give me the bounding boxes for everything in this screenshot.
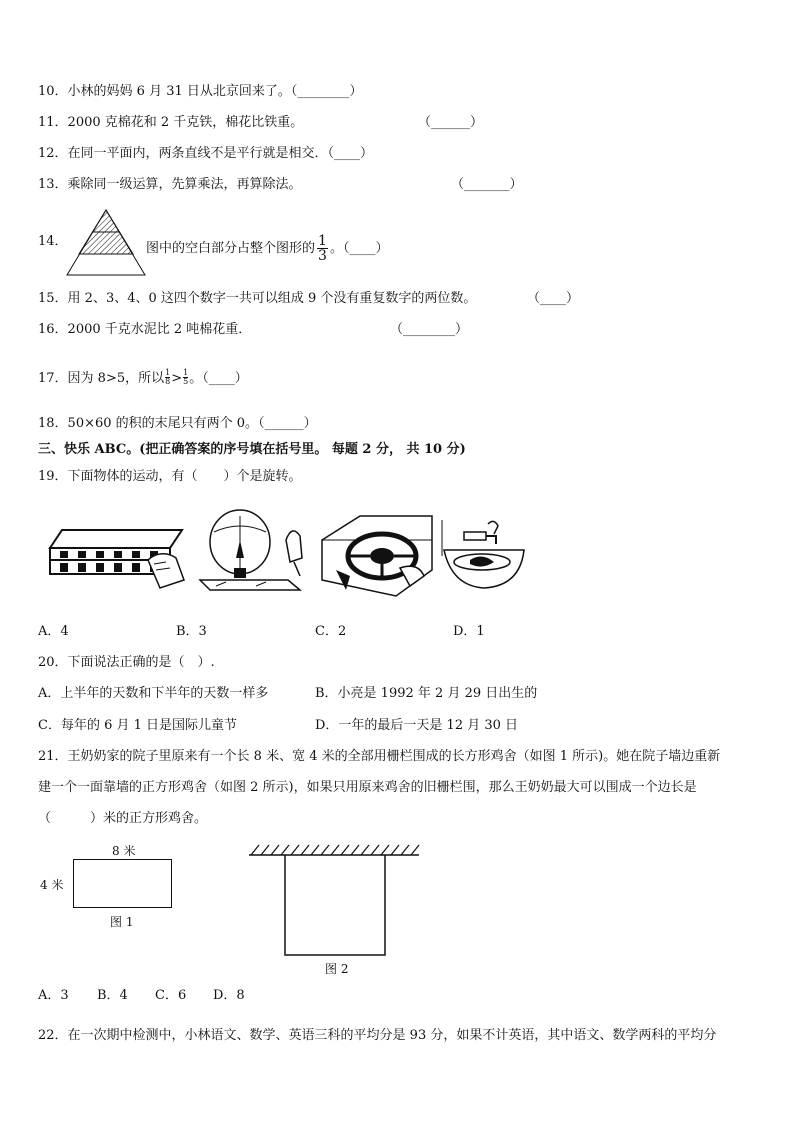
question-13 (38, 177, 302, 193)
question-15 (38, 291, 476, 307)
faucet-image (440, 516, 526, 598)
globe-image (196, 506, 322, 598)
question-12 (38, 146, 373, 162)
fraction-one-third: $\frac{1}{3}$ (318, 233, 327, 264)
question-21-line-1: 21．王奶奶家的院子里原来有一个长 8 米、宽 4 米的全部用栅栏围成的长方形鸡舍（如图 1 所示)。她在院子墙边重新 (38, 749, 721, 764)
figure-2-square-against-wall (247, 843, 421, 959)
figure-1-width-label: 4 米 (40, 878, 64, 892)
answer-blank[interactable]: （____） (342, 241, 389, 256)
question-text: 图中的空白部分占整个图形的 (146, 241, 316, 256)
abacus-image (44, 508, 186, 598)
question-text: 13．乘除同一级运算，先算乘法，再算除法。 (38, 177, 302, 192)
answer-blank[interactable]: （________） (390, 322, 469, 337)
answer-blank[interactable]: （____） (527, 291, 580, 306)
question-17: 17．因为 8>5，所以 $\frac{1}{8}$ > $\frac{1}{5}$ 。（____） (38, 368, 248, 386)
option-b[interactable]: B．4 (97, 988, 128, 1003)
question-21-line-2: 建一个一面靠墙的正方形鸡舍（如图 2 所示)，如果只用原来鸡舍的旧栅栏围，那么王奶奶最大可以围成一个边长是 (38, 780, 697, 795)
answer-blank[interactable]: （_______） (451, 177, 523, 192)
question-text: 18．50×60 的积的末尾只有两个 0。 (38, 416, 259, 431)
question-11 (38, 115, 303, 131)
question-text: 17．因为 8>5，所以 (38, 371, 165, 386)
answer-blank[interactable]: （________） (290, 84, 363, 99)
figure-2-caption: 图 2 (325, 962, 349, 976)
option-d[interactable]: D．一年的最后一天是 12 月 30 日 (315, 718, 519, 733)
question-16 (38, 322, 251, 338)
option-c[interactable]: C．6 (155, 988, 187, 1003)
question-20: 20．下面说法正确的是（ ）. (38, 655, 215, 670)
option-a[interactable]: A．4 (38, 624, 69, 639)
option-c[interactable]: C．2 (315, 624, 347, 639)
question-text: 15．用 2、3、4、0 这四个数字一共可以组成 9 个没有重复数字的两位数。 (38, 291, 477, 306)
question-18 (38, 416, 317, 432)
question-22: 22．在一次期中检测中，小林语文、数学、英语三科的平均分是 93 分，如果不计英语，其中语文、数学两科的平均分 (38, 1028, 717, 1043)
answer-blank[interactable]: （____） (327, 146, 374, 161)
fraction-one-eighth: $\frac{1}{8}$ (165, 368, 171, 386)
section-heading: 三、快乐 ABC。(把正确答案的序号填在括号里。 每题 2 分， 共 10 分) (38, 442, 466, 457)
fraction-one-fifth: $\frac{1}{5}$ (183, 368, 189, 386)
answer-blank[interactable]: （____） (202, 371, 248, 386)
question-10 (38, 84, 362, 100)
option-b[interactable]: B．3 (176, 624, 207, 639)
question-text: 16．2000 千克水泥比 2 吨棉花重． (38, 322, 252, 337)
option-d[interactable]: D．1 (453, 624, 485, 639)
option-a[interactable]: A．上半年的天数和下半年的天数一样多 (38, 686, 269, 701)
question-number: 14． (38, 234, 68, 249)
answer-blank[interactable]: （______） (418, 115, 484, 130)
option-c[interactable]: C．每年的 6 月 1 日是国际儿童节 (38, 718, 238, 733)
question-text: 10．小林的妈妈 6 月 31 日从北京回来了。 (38, 84, 291, 99)
triangle-figure (66, 208, 148, 278)
option-d[interactable]: D．8 (213, 988, 245, 1003)
steering-wheel-image (320, 510, 434, 598)
question-text: 11．2000 克棉花和 2 千克铁，棉花比铁重。 (38, 115, 304, 130)
figure-1-length-label: 8 米 (112, 844, 136, 858)
option-b[interactable]: B．小亮是 1992 年 2 月 29 日出生的 (315, 686, 538, 701)
question-text: 12．在同一平面内，两条直线不是平行就是相交． (38, 146, 328, 161)
figure-1-caption: 图 1 (110, 915, 134, 929)
answer-blank[interactable]: （______） (258, 416, 317, 431)
question-19: 19．下面物体的运动，有（ ）个是旋转。 (38, 469, 302, 484)
question-14: 图中的空白部分占整个图形的 $\frac{1}{3}$ 。（____） (146, 233, 389, 264)
figure-1-rectangle (73, 859, 172, 908)
question-21-line-3: （ ）米的正方形鸡舍。 (38, 811, 208, 826)
option-a[interactable]: A．3 (38, 988, 69, 1003)
